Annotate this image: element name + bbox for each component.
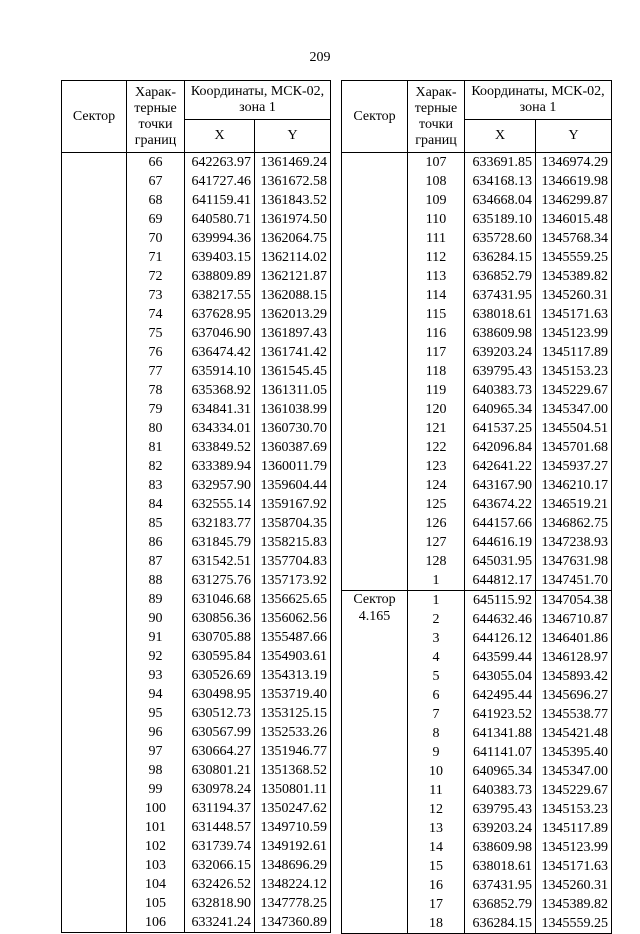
x-cell: 640383.73 (465, 781, 536, 800)
y-cell: 1348696.29 (255, 856, 331, 875)
table-row (342, 591, 612, 611)
x-cell: 639994.36 (185, 229, 255, 248)
point-cell: 122 (408, 438, 465, 457)
point-cell: 10 (408, 762, 465, 781)
y-cell: 1350801.11 (255, 780, 331, 799)
x-cell: 639795.43 (465, 362, 536, 381)
x-cell: 633241.24 (185, 913, 255, 933)
x-cell: 639403.15 (185, 248, 255, 267)
header-y: Y (536, 120, 612, 153)
x-cell: 641159.41 (185, 191, 255, 210)
point-cell: 12 (408, 800, 465, 819)
y-cell: 1345229.67 (536, 781, 612, 800)
x-cell: 631275.76 (185, 571, 255, 590)
x-cell: 641537.25 (465, 419, 536, 438)
y-cell: 1356625.65 (255, 590, 331, 609)
y-cell: 1362121.87 (255, 267, 331, 286)
y-cell: 1361843.52 (255, 191, 331, 210)
point-cell: 123 (408, 457, 465, 476)
point-cell: 93 (127, 666, 185, 685)
y-cell: 1347360.89 (255, 913, 331, 933)
point-cell: 3 (408, 629, 465, 648)
y-cell: 1356062.56 (255, 609, 331, 628)
x-cell: 638018.61 (465, 857, 536, 876)
point-cell: 2 (408, 610, 465, 629)
x-cell: 640383.73 (465, 381, 536, 400)
point-cell: 121 (408, 419, 465, 438)
y-cell: 1345389.82 (536, 267, 612, 286)
y-cell: 1359167.92 (255, 495, 331, 514)
y-cell: 1345153.23 (536, 362, 612, 381)
point-cell: 83 (127, 476, 185, 495)
x-cell: 638018.61 (465, 305, 536, 324)
y-cell: 1351368.52 (255, 761, 331, 780)
x-cell: 642641.22 (465, 457, 536, 476)
point-cell: 18 (408, 914, 465, 934)
x-cell: 630595.84 (185, 647, 255, 666)
y-cell: 1360730.70 (255, 419, 331, 438)
header-sector: Сектор (62, 81, 127, 153)
y-cell: 1361974.50 (255, 210, 331, 229)
y-cell: 1354903.61 (255, 647, 331, 666)
y-cell: 1349710.59 (255, 818, 331, 837)
x-cell: 641923.52 (465, 705, 536, 724)
point-cell: 87 (127, 552, 185, 571)
table-row (62, 153, 331, 173)
y-cell: 1354313.19 (255, 666, 331, 685)
y-cell: 1348224.12 (255, 875, 331, 894)
x-cell: 630705.88 (185, 628, 255, 647)
point-cell: 8 (408, 724, 465, 743)
y-cell: 1361545.45 (255, 362, 331, 381)
y-cell: 1361038.99 (255, 400, 331, 419)
point-cell: 125 (408, 495, 465, 514)
y-cell: 1346401.86 (536, 629, 612, 648)
y-cell: 1345504.51 (536, 419, 612, 438)
x-cell: 631448.57 (185, 818, 255, 837)
point-cell: 76 (127, 343, 185, 362)
x-cell: 641727.46 (185, 172, 255, 191)
x-cell: 641141.07 (465, 743, 536, 762)
y-cell: 1361469.24 (255, 153, 331, 173)
y-cell: 1361897.43 (255, 324, 331, 343)
x-cell: 640580.71 (185, 210, 255, 229)
point-cell: 109 (408, 191, 465, 210)
x-cell: 644632.46 (465, 610, 536, 629)
x-cell: 631845.79 (185, 533, 255, 552)
y-cell: 1351946.77 (255, 742, 331, 761)
point-cell: 88 (127, 571, 185, 590)
x-cell: 643055.04 (465, 667, 536, 686)
point-cell: 98 (127, 761, 185, 780)
header-sector: Сектор (342, 81, 408, 153)
x-cell: 636852.79 (465, 267, 536, 286)
sector-cell: Сектор 4.165 (342, 591, 408, 934)
point-cell: 74 (127, 305, 185, 324)
y-cell: 1346299.87 (536, 191, 612, 210)
y-cell: 1345768.34 (536, 229, 612, 248)
point-cell: 4 (408, 648, 465, 667)
x-cell: 633849.52 (185, 438, 255, 457)
x-cell: 630526.69 (185, 666, 255, 685)
x-cell: 637628.95 (185, 305, 255, 324)
y-cell: 1357704.83 (255, 552, 331, 571)
y-cell: 1345117.89 (536, 819, 612, 838)
y-cell: 1353719.40 (255, 685, 331, 704)
y-cell: 1345559.25 (536, 248, 612, 267)
point-cell: 104 (127, 875, 185, 894)
x-cell: 638809.89 (185, 267, 255, 286)
point-cell: 14 (408, 838, 465, 857)
point-cell: 95 (127, 704, 185, 723)
x-cell: 644812.17 (465, 571, 536, 591)
y-cell: 1345538.77 (536, 705, 612, 724)
x-cell: 635728.60 (465, 229, 536, 248)
x-cell: 635189.10 (465, 210, 536, 229)
y-cell: 1353125.15 (255, 704, 331, 723)
point-cell: 80 (127, 419, 185, 438)
y-cell: 1346710.87 (536, 610, 612, 629)
point-cell: 84 (127, 495, 185, 514)
y-cell: 1345117.89 (536, 343, 612, 362)
y-cell: 1346519.21 (536, 495, 612, 514)
header-x: X (185, 120, 255, 153)
point-cell: 67 (127, 172, 185, 191)
x-cell: 633691.85 (465, 153, 536, 173)
x-cell: 642263.97 (185, 153, 255, 173)
y-cell: 1345153.23 (536, 800, 612, 819)
point-cell: 103 (127, 856, 185, 875)
y-cell: 1345260.31 (536, 876, 612, 895)
y-cell: 1361311.05 (255, 381, 331, 400)
x-cell: 630498.95 (185, 685, 255, 704)
sector-cell (62, 153, 127, 933)
point-cell: 92 (127, 647, 185, 666)
x-cell: 632957.90 (185, 476, 255, 495)
y-cell: 1345260.31 (536, 286, 612, 305)
point-cell: 91 (127, 628, 185, 647)
x-cell: 639795.43 (465, 800, 536, 819)
x-cell: 645115.92 (465, 591, 536, 611)
point-cell: 1 (408, 571, 465, 591)
page-number: 209 (309, 50, 331, 65)
y-cell: 1345171.63 (536, 857, 612, 876)
x-cell: 631739.74 (185, 837, 255, 856)
x-cell: 634168.13 (465, 172, 536, 191)
x-cell: 641341.88 (465, 724, 536, 743)
point-cell: 118 (408, 362, 465, 381)
y-cell: 1359604.44 (255, 476, 331, 495)
x-cell: 640965.34 (465, 762, 536, 781)
point-cell: 120 (408, 400, 465, 419)
coordinates-table-right (341, 80, 612, 934)
header-points: Харак-терные точки границ (408, 81, 465, 153)
header-coordinates: Координаты, МСК-02, зона 1 (185, 81, 331, 120)
point-cell: 11 (408, 781, 465, 800)
y-cell: 1347238.93 (536, 533, 612, 552)
x-cell: 644616.19 (465, 533, 536, 552)
point-cell: 66 (127, 153, 185, 173)
y-cell: 1361741.42 (255, 343, 331, 362)
x-cell: 630801.21 (185, 761, 255, 780)
x-cell: 638217.55 (185, 286, 255, 305)
y-cell: 1349192.61 (255, 837, 331, 856)
x-cell: 636284.15 (465, 914, 536, 934)
x-cell: 630978.24 (185, 780, 255, 799)
point-cell: 106 (127, 913, 185, 933)
y-cell: 1345347.00 (536, 762, 612, 781)
x-cell: 632183.77 (185, 514, 255, 533)
point-cell: 124 (408, 476, 465, 495)
point-cell: 72 (127, 267, 185, 286)
point-cell: 100 (127, 799, 185, 818)
point-cell: 89 (127, 590, 185, 609)
x-cell: 636474.42 (185, 343, 255, 362)
x-cell: 631542.51 (185, 552, 255, 571)
point-cell: 113 (408, 267, 465, 286)
x-cell: 639203.24 (465, 819, 536, 838)
x-cell: 644126.12 (465, 629, 536, 648)
y-cell: 1345696.27 (536, 686, 612, 705)
point-cell: 70 (127, 229, 185, 248)
point-cell: 6 (408, 686, 465, 705)
x-cell: 642096.84 (465, 438, 536, 457)
point-cell: 13 (408, 819, 465, 838)
x-cell: 636852.79 (465, 895, 536, 914)
y-cell: 1362088.15 (255, 286, 331, 305)
point-cell: 119 (408, 381, 465, 400)
point-cell: 17 (408, 895, 465, 914)
point-cell: 107 (408, 153, 465, 173)
x-cell: 637046.90 (185, 324, 255, 343)
point-cell: 117 (408, 343, 465, 362)
y-cell: 1346619.98 (536, 172, 612, 191)
x-cell: 643674.22 (465, 495, 536, 514)
point-cell: 108 (408, 172, 465, 191)
y-cell: 1345559.25 (536, 914, 612, 934)
table-row (342, 153, 612, 173)
point-cell: 15 (408, 857, 465, 876)
header-y: Y (255, 120, 331, 153)
x-cell: 632555.14 (185, 495, 255, 514)
y-cell: 1347054.38 (536, 591, 612, 611)
point-cell: 81 (127, 438, 185, 457)
point-cell: 90 (127, 609, 185, 628)
point-cell: 16 (408, 876, 465, 895)
x-cell: 634668.04 (465, 191, 536, 210)
y-cell: 1347451.70 (536, 571, 612, 591)
y-cell: 1362064.75 (255, 229, 331, 248)
y-cell: 1346015.48 (536, 210, 612, 229)
x-cell: 630512.73 (185, 704, 255, 723)
point-cell: 115 (408, 305, 465, 324)
y-cell: 1360011.79 (255, 457, 331, 476)
point-cell: 7 (408, 705, 465, 724)
point-cell: 78 (127, 381, 185, 400)
point-cell: 1 (408, 591, 465, 611)
y-cell: 1346210.17 (536, 476, 612, 495)
point-cell: 101 (127, 818, 185, 837)
x-cell: 637431.95 (465, 876, 536, 895)
point-cell: 82 (127, 457, 185, 476)
point-cell: 111 (408, 229, 465, 248)
x-cell: 635914.10 (185, 362, 255, 381)
x-cell: 645031.95 (465, 552, 536, 571)
y-cell: 1345229.67 (536, 381, 612, 400)
x-cell: 636284.15 (465, 248, 536, 267)
point-cell: 5 (408, 667, 465, 686)
point-cell: 86 (127, 533, 185, 552)
sector-cell (342, 153, 408, 591)
point-cell: 77 (127, 362, 185, 381)
x-cell: 631194.37 (185, 799, 255, 818)
y-cell: 1358704.35 (255, 514, 331, 533)
coordinates-table-left (61, 80, 331, 933)
y-cell: 1357173.92 (255, 571, 331, 590)
y-cell: 1345937.27 (536, 457, 612, 476)
y-cell: 1345123.99 (536, 324, 612, 343)
x-cell: 631046.68 (185, 590, 255, 609)
x-cell: 643167.90 (465, 476, 536, 495)
x-cell: 638609.98 (465, 838, 536, 857)
y-cell: 1346974.29 (536, 153, 612, 173)
point-cell: 85 (127, 514, 185, 533)
point-cell: 128 (408, 552, 465, 571)
point-cell: 116 (408, 324, 465, 343)
y-cell: 1347631.98 (536, 552, 612, 571)
point-cell: 126 (408, 514, 465, 533)
point-cell: 68 (127, 191, 185, 210)
x-cell: 637431.95 (465, 286, 536, 305)
y-cell: 1345171.63 (536, 305, 612, 324)
point-cell: 75 (127, 324, 185, 343)
point-cell: 110 (408, 210, 465, 229)
x-cell: 634841.31 (185, 400, 255, 419)
x-cell: 630664.27 (185, 742, 255, 761)
x-cell: 633389.94 (185, 457, 255, 476)
point-cell: 94 (127, 685, 185, 704)
point-cell: 79 (127, 400, 185, 419)
x-cell: 640965.34 (465, 400, 536, 419)
point-cell: 105 (127, 894, 185, 913)
point-cell: 73 (127, 286, 185, 305)
y-cell: 1346862.75 (536, 514, 612, 533)
x-cell: 630856.36 (185, 609, 255, 628)
x-cell: 644157.66 (465, 514, 536, 533)
y-cell: 1350247.62 (255, 799, 331, 818)
x-cell: 632066.15 (185, 856, 255, 875)
y-cell: 1345123.99 (536, 838, 612, 857)
y-cell: 1362114.02 (255, 248, 331, 267)
point-cell: 71 (127, 248, 185, 267)
x-cell: 639203.24 (465, 343, 536, 362)
y-cell: 1345421.48 (536, 724, 612, 743)
x-cell: 632426.52 (185, 875, 255, 894)
y-cell: 1355487.66 (255, 628, 331, 647)
y-cell: 1352533.26 (255, 723, 331, 742)
y-cell: 1358215.83 (255, 533, 331, 552)
x-cell: 642495.44 (465, 686, 536, 705)
y-cell: 1360387.69 (255, 438, 331, 457)
point-cell: 127 (408, 533, 465, 552)
y-cell: 1345395.40 (536, 743, 612, 762)
y-cell: 1361672.58 (255, 172, 331, 191)
x-cell: 632818.90 (185, 894, 255, 913)
point-cell: 99 (127, 780, 185, 799)
x-cell: 643599.44 (465, 648, 536, 667)
point-cell: 114 (408, 286, 465, 305)
point-cell: 102 (127, 837, 185, 856)
x-cell: 638609.98 (465, 324, 536, 343)
point-cell: 69 (127, 210, 185, 229)
y-cell: 1362013.29 (255, 305, 331, 324)
header-coordinates: Координаты, МСК-02, зона 1 (465, 81, 612, 120)
header-x: X (465, 120, 536, 153)
y-cell: 1346128.97 (536, 648, 612, 667)
y-cell: 1345701.68 (536, 438, 612, 457)
point-cell: 96 (127, 723, 185, 742)
x-cell: 634334.01 (185, 419, 255, 438)
x-cell: 630567.99 (185, 723, 255, 742)
y-cell: 1345893.42 (536, 667, 612, 686)
point-cell: 9 (408, 743, 465, 762)
point-cell: 112 (408, 248, 465, 267)
header-points: Харак-терные точки границ (127, 81, 185, 153)
y-cell: 1345347.00 (536, 400, 612, 419)
y-cell: 1345389.82 (536, 895, 612, 914)
x-cell: 635368.92 (185, 381, 255, 400)
point-cell: 97 (127, 742, 185, 761)
y-cell: 1347778.25 (255, 894, 331, 913)
